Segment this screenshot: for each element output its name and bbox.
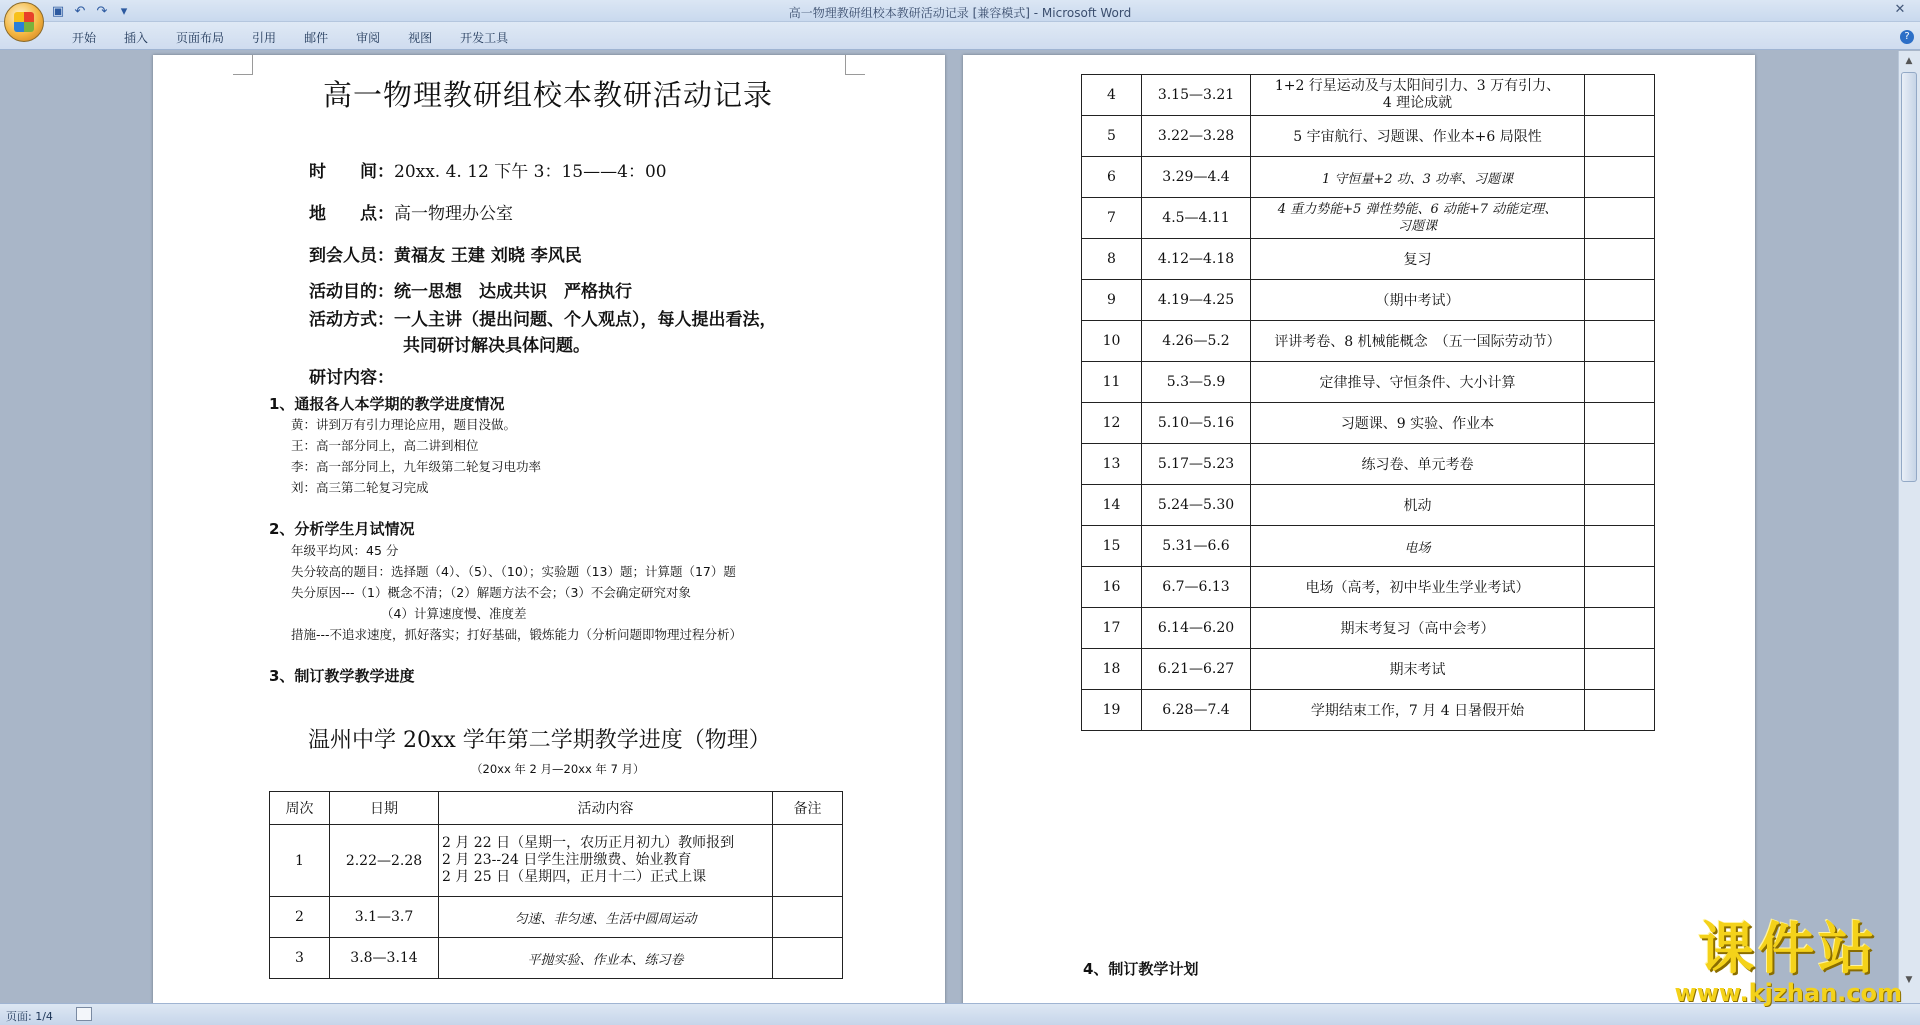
sec2-line: 措施---不追求速度，抓好落实；打好基础，锻炼能力（分析问题即物理过程分析） bbox=[291, 627, 743, 642]
week-cell: 4 bbox=[1082, 75, 1142, 116]
document-title: 高一物理教研组校本教研活动记录 bbox=[323, 78, 774, 112]
date-cell: 4.12—4.18 bbox=[1142, 239, 1251, 280]
note-cell bbox=[773, 897, 843, 938]
title-bar bbox=[0, 0, 1920, 22]
date-cell: 5.10—5.16 bbox=[1142, 403, 1251, 444]
date-cell: 5.17—5.23 bbox=[1142, 444, 1251, 485]
date-cell: 3.15—3.21 bbox=[1142, 75, 1251, 116]
week-cell: 18 bbox=[1082, 649, 1142, 690]
note-cell bbox=[773, 938, 843, 979]
note-cell bbox=[1585, 403, 1655, 444]
table-row bbox=[1082, 485, 1655, 526]
save-icon[interactable]: ▣ bbox=[51, 3, 65, 19]
scroll-up-icon[interactable]: ▲ bbox=[1905, 56, 1913, 66]
document-page-1[interactable] bbox=[153, 55, 945, 1003]
activity-cell bbox=[439, 897, 773, 938]
week-cell: 5 bbox=[1082, 116, 1142, 157]
section-2-title: 2、分析学生月试情况 bbox=[269, 520, 415, 538]
close-window-button[interactable]: ✕ bbox=[1894, 2, 1906, 17]
note-cell bbox=[1585, 280, 1655, 321]
meta-method-cont: 共同研讨解决具体问题。 bbox=[403, 336, 590, 356]
note-cell bbox=[1585, 485, 1655, 526]
tab-insert[interactable]: 插入 bbox=[124, 31, 149, 45]
note-cell bbox=[773, 825, 843, 897]
document-workspace bbox=[0, 51, 1898, 1003]
activity-line: 1 守恒量+2 功、3 功率、习题课 bbox=[1321, 171, 1514, 187]
table-header-row bbox=[270, 792, 843, 825]
activity-line: 5 宇宙航行、习题课、作业本+6 局限性 bbox=[1293, 129, 1542, 145]
note-cell bbox=[1585, 362, 1655, 403]
help-icon[interactable]: ? bbox=[1900, 30, 1914, 44]
sec1-line: 黄：讲到万有引力理论应用，题目没做。 bbox=[291, 417, 517, 432]
activity-line: 期末考试 bbox=[1389, 662, 1446, 678]
activity-line: （期中考试） bbox=[1375, 293, 1460, 309]
header-cell: 日期 bbox=[330, 792, 439, 825]
table-row bbox=[1082, 321, 1655, 362]
week-cell: 11 bbox=[1082, 362, 1142, 403]
section-1-title: 1、通报各人本学期的教学进度情况 bbox=[269, 395, 505, 413]
activity-cell bbox=[1251, 157, 1585, 198]
activity-cell bbox=[1251, 567, 1585, 608]
sec2-line: （4）计算速度慢、准度差 bbox=[381, 606, 527, 621]
tab-view[interactable]: 视图 bbox=[408, 31, 433, 45]
activity-line: 习题课 bbox=[1397, 219, 1437, 234]
table-row bbox=[1082, 567, 1655, 608]
meta-purpose: 活动目的：统一思想 达成共识 严格执行 bbox=[309, 282, 632, 302]
tab-review[interactable]: 审阅 bbox=[356, 31, 381, 45]
table-row bbox=[1082, 649, 1655, 690]
table-row bbox=[1082, 690, 1655, 731]
activity-line: 电场 bbox=[1404, 540, 1431, 556]
date-cell: 6.21—6.27 bbox=[1142, 649, 1251, 690]
activity-line: 评讲考卷、8 机械能概念 （五一国际劳动节） bbox=[1274, 334, 1561, 350]
section-3-title: 3、制订教学教学进度 bbox=[269, 667, 415, 685]
week-cell: 6 bbox=[1082, 157, 1142, 198]
table-row bbox=[1082, 116, 1655, 157]
section-4-title: 4、制订教学计划 bbox=[1083, 960, 1199, 978]
table-row bbox=[1082, 75, 1655, 116]
schedule-table-continued bbox=[1081, 74, 1655, 731]
sec1-line: 刘：高三第二轮复习完成 bbox=[291, 480, 429, 495]
week-cell: 3 bbox=[270, 938, 330, 979]
meta-attendees: 到会人员：黄福友 王建 刘晓 李风民 bbox=[309, 246, 582, 266]
tab-developer[interactable]: 开发工具 bbox=[460, 31, 509, 45]
date-cell: 3.1—3.7 bbox=[330, 897, 439, 938]
note-cell bbox=[1585, 239, 1655, 280]
activity-line: 电场（高考，初中毕业生学业考试） bbox=[1305, 580, 1530, 596]
note-cell bbox=[1585, 608, 1655, 649]
tab-references[interactable]: 引用 bbox=[252, 31, 277, 45]
activity-cell bbox=[1251, 690, 1585, 731]
sec1-line: 李：高一部分同上，九年级第二轮复习电功率 bbox=[291, 459, 542, 474]
date-cell: 6.28—7.4 bbox=[1142, 690, 1251, 731]
activity-line: 练习卷、单元考卷 bbox=[1361, 457, 1474, 473]
note-cell bbox=[1585, 116, 1655, 157]
customize-qat-icon[interactable]: ▾ bbox=[120, 3, 128, 19]
margin-corner-mark bbox=[233, 55, 253, 75]
meta-content-label: 研讨内容： bbox=[309, 368, 394, 388]
table-row bbox=[1082, 157, 1655, 198]
document-page-2[interactable] bbox=[963, 55, 1755, 1003]
week-cell: 15 bbox=[1082, 526, 1142, 567]
activity-line: 复习 bbox=[1403, 252, 1432, 268]
table-row bbox=[1082, 403, 1655, 444]
activity-line: 定律推导、守恒条件、大小计算 bbox=[1319, 375, 1516, 391]
status-bar bbox=[0, 1003, 1920, 1025]
activity-cell bbox=[1251, 280, 1585, 321]
note-cell bbox=[1585, 690, 1655, 731]
note-cell bbox=[1585, 321, 1655, 362]
site-watermark bbox=[1674, 917, 1902, 1007]
tab-home[interactable]: 开始 bbox=[72, 31, 97, 45]
activity-cell bbox=[1251, 444, 1585, 485]
header-cell: 周次 bbox=[270, 792, 330, 825]
week-cell: 19 bbox=[1082, 690, 1142, 731]
week-cell: 9 bbox=[1082, 280, 1142, 321]
activity-line: 平抛实验、作业本、练习卷 bbox=[527, 952, 684, 968]
activity-line: 4 重力势能+5 弹性势能、6 动能+7 动能定理、 bbox=[1277, 202, 1558, 217]
activity-cell bbox=[1251, 239, 1585, 280]
week-cell: 17 bbox=[1082, 608, 1142, 649]
scroll-down-icon[interactable]: ▼ bbox=[1905, 975, 1913, 985]
week-cell: 7 bbox=[1082, 198, 1142, 239]
activity-cell bbox=[1251, 116, 1585, 157]
activity-cell bbox=[1251, 485, 1585, 526]
activity-cell bbox=[1251, 321, 1585, 362]
meta-place: 地 点：高一物理办公室 bbox=[309, 204, 513, 224]
table-row bbox=[1082, 526, 1655, 567]
week-cell: 14 bbox=[1082, 485, 1142, 526]
activity-cell bbox=[1251, 403, 1585, 444]
schedule-subtitle: （20xx 年 2 月—20xx 年 7 月） bbox=[471, 762, 645, 776]
proofing-icon[interactable] bbox=[76, 1007, 92, 1021]
note-cell bbox=[1585, 649, 1655, 690]
margin-corner-mark bbox=[845, 55, 865, 75]
date-cell: 6.14—6.20 bbox=[1142, 608, 1251, 649]
watermark-logo-text: 课件站 bbox=[1698, 917, 1879, 982]
date-cell: 5.3—5.9 bbox=[1142, 362, 1251, 403]
table-row bbox=[1082, 280, 1655, 321]
date-cell: 4.26—5.2 bbox=[1142, 321, 1251, 362]
tab-page-layout[interactable]: 页面布局 bbox=[176, 31, 225, 45]
date-cell: 3.29—4.4 bbox=[1142, 157, 1251, 198]
date-cell: 5.31—6.6 bbox=[1142, 526, 1251, 567]
week-cell: 13 bbox=[1082, 444, 1142, 485]
activity-cell bbox=[1251, 649, 1585, 690]
activity-cell bbox=[1251, 198, 1585, 239]
status-page-indicator[interactable]: 页面: 1/4 bbox=[6, 1010, 53, 1023]
table-row bbox=[1082, 608, 1655, 649]
ribbon-tabs bbox=[0, 22, 1920, 50]
table-row bbox=[1082, 198, 1655, 239]
date-cell: 3.8—3.14 bbox=[330, 938, 439, 979]
table-row bbox=[1082, 362, 1655, 403]
note-cell bbox=[1585, 157, 1655, 198]
office-button[interactable] bbox=[4, 2, 44, 42]
redo-icon[interactable]: ↷ bbox=[96, 3, 108, 19]
note-cell bbox=[1585, 198, 1655, 239]
date-cell: 5.24—5.30 bbox=[1142, 485, 1251, 526]
activity-line: 习题课、9 实验、作业本 bbox=[1340, 416, 1495, 432]
meta-method: 活动方式：一人主讲（提出问题、个人观点），每人提出看法， bbox=[309, 310, 777, 330]
sec2-line: 年级平均风：45 分 bbox=[291, 543, 399, 558]
week-cell: 2 bbox=[270, 897, 330, 938]
activity-line: 1+2 行星运动及与太阳间引力、3 万有引力、 bbox=[1274, 78, 1561, 94]
table-row bbox=[270, 938, 843, 979]
header-cell: 备注 bbox=[773, 792, 843, 825]
schedule-title: 温州中学 20xx 学年第二学期教学进度（物理） bbox=[308, 728, 771, 753]
office-logo-icon bbox=[14, 12, 34, 32]
scroll-thumb[interactable] bbox=[1901, 72, 1917, 482]
header-cell: 活动内容 bbox=[439, 792, 773, 825]
activity-line: 2 月 22 日（星期一，农历正月初九）教师报到 bbox=[442, 835, 735, 851]
date-cell: 6.7—6.13 bbox=[1142, 567, 1251, 608]
week-cell: 10 bbox=[1082, 321, 1142, 362]
date-cell: 3.22—3.28 bbox=[1142, 116, 1251, 157]
activity-line: 4 理论成就 bbox=[1382, 95, 1453, 111]
activity-line: 2 月 25 日（星期四，正月十二）正式上课 bbox=[442, 869, 707, 885]
note-cell bbox=[1585, 75, 1655, 116]
sec2-line: 失分较高的题目：选择题（4）、（5）、（10）；实验题（13）题；计算题（17）题 bbox=[291, 564, 736, 579]
watermark-url: www.kjzhan.com bbox=[1674, 979, 1902, 1007]
activity-line: 匀速、非匀速、生活中圆周运动 bbox=[514, 911, 697, 927]
table-row bbox=[1082, 239, 1655, 280]
activity-cell bbox=[1251, 526, 1585, 567]
table-row bbox=[270, 897, 843, 938]
meta-time: 时 间：20xx. 4. 12 下午 3：15——4：00 bbox=[309, 162, 667, 182]
activity-cell bbox=[1251, 608, 1585, 649]
sec2-line: 失分原因---（1）概念不清；（2）解题方法不会；（3）不会确定研究对象 bbox=[291, 585, 691, 600]
date-cell: 4.19—4.25 bbox=[1142, 280, 1251, 321]
date-cell: 4.5—4.11 bbox=[1142, 198, 1251, 239]
note-cell bbox=[1585, 567, 1655, 608]
window-title: 高一物理教研组校本教研活动记录 [兼容模式] - Microsoft Word bbox=[788, 6, 1132, 20]
note-cell bbox=[1585, 444, 1655, 485]
activity-cell bbox=[439, 938, 773, 979]
week-cell: 16 bbox=[1082, 567, 1142, 608]
week-cell: 8 bbox=[1082, 239, 1142, 280]
activity-cell bbox=[1251, 75, 1585, 116]
tab-mailings[interactable]: 邮件 bbox=[304, 31, 329, 45]
sec1-line: 王：高一部分同上，高二讲到相位 bbox=[291, 438, 479, 453]
date-cell: 2.22—2.28 bbox=[330, 825, 439, 897]
activity-line: 期末考复习（高中会考） bbox=[1340, 621, 1495, 637]
table-row bbox=[270, 825, 843, 897]
note-cell bbox=[1585, 526, 1655, 567]
activity-cell bbox=[439, 825, 773, 897]
activity-line: 2 月 23--24 日学生注册缴费、始业教育 bbox=[442, 852, 692, 868]
activity-line: 学期结束工作，7 月 4 日暑假开始 bbox=[1310, 703, 1525, 719]
activity-cell bbox=[1251, 362, 1585, 403]
week-cell: 12 bbox=[1082, 403, 1142, 444]
schedule-table bbox=[269, 791, 843, 979]
table-row bbox=[1082, 444, 1655, 485]
undo-icon[interactable]: ↶ bbox=[74, 3, 86, 19]
activity-line: 机动 bbox=[1403, 498, 1432, 514]
week-cell: 1 bbox=[270, 825, 330, 897]
